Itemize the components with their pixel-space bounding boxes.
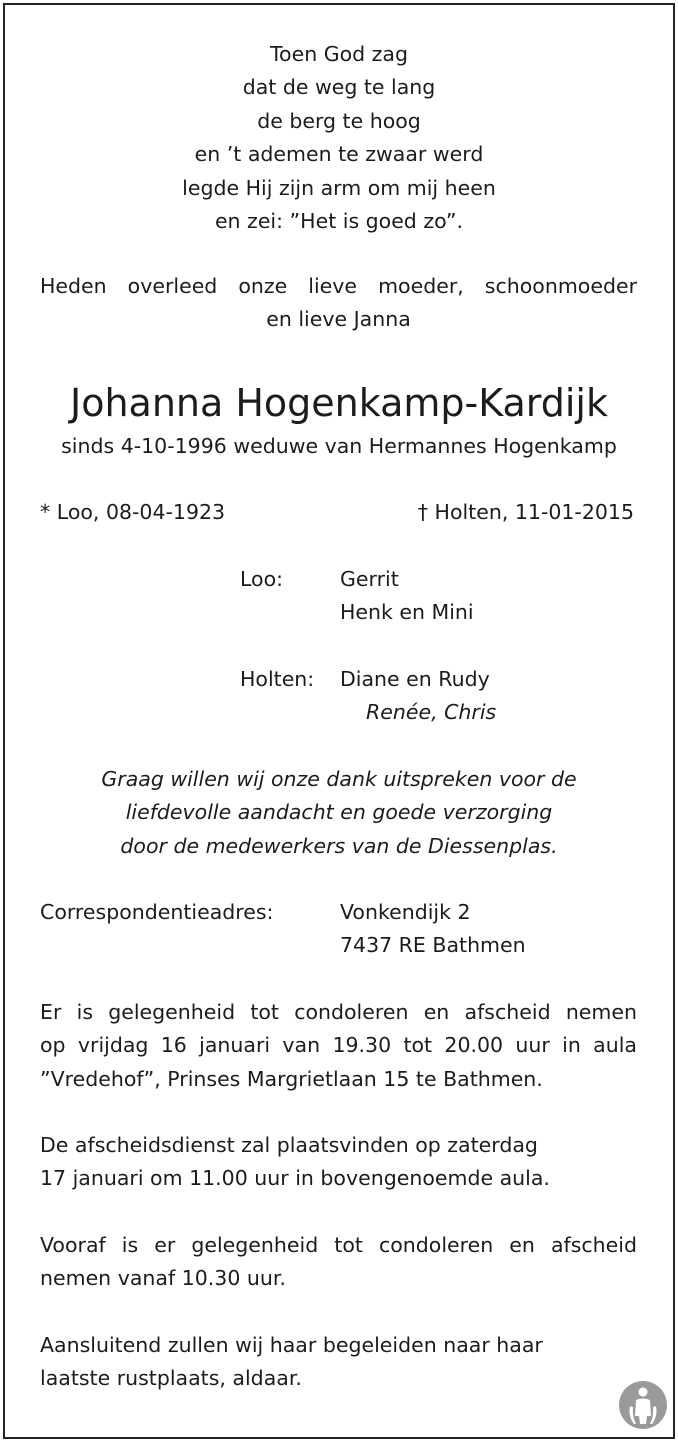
thanks-line: door de medewerkers van de Diessenplas. — [120, 833, 558, 858]
poem — [0, 38, 678, 238]
condolence-info — [40, 996, 637, 1096]
burial-line: Aansluitend zullen wij haar begeleiden naar haar — [40, 1333, 543, 1357]
announcement-line: en lieve Janna — [266, 307, 411, 332]
poem-line: de berg te hoog — [257, 108, 421, 133]
family-name: Diane en Rudy — [340, 667, 490, 691]
poem-line: en zei: ”Het is goed zo”. — [214, 209, 464, 234]
thanks-text — [0, 763, 678, 863]
beforehand-line: Vooraf is er gelegenheid tot condoleren en afscheid — [40, 1233, 637, 1257]
condolence-line: ”Vredehof”, Prinses Margrietlaan 15 te Bathmen. — [40, 1066, 543, 1091]
correspondence-label: Correspondentieadres: — [40, 900, 274, 924]
burial-line: laatste rustplaats, aldaar. — [40, 1366, 302, 1391]
beforehand-line: nemen vanaf 10.30 uur. — [40, 1266, 286, 1291]
thanks-line: Graag willen wij onze dank uitspreken voor de — [101, 767, 577, 791]
poem-line: legde Hij zijn arm om mij heen — [182, 175, 496, 200]
death-date: † Holten, 11-01-2015 — [417, 500, 634, 524]
service-info — [40, 1129, 637, 1196]
service-line: 17 januari om 11.00 uur in bovengenoemde aula. — [40, 1166, 550, 1191]
deceased-name: Johanna Hogenkamp-Kardijk — [70, 381, 608, 425]
thanks-line: liefdevolle aandacht en goede verzorging — [125, 800, 553, 825]
beforehand-info — [40, 1229, 637, 1296]
correspondence-street: Vonkendijk 2 — [340, 900, 471, 924]
birth-date: * Loo, 08-04-1923 — [40, 500, 226, 524]
family-label-loo: Loo: — [240, 567, 284, 591]
poem-line: dat de weg te lang — [242, 75, 436, 100]
grandchildren: Renée, Chris — [366, 700, 497, 724]
widow-line: sinds 4-10-1996 weduwe van Hermannes Hogenkamp — [61, 434, 617, 458]
poem-line: en ’t ademen te zwaar werd — [194, 142, 484, 167]
service-line: De afscheidsdienst zal plaatsvinden op zaterdag — [40, 1133, 538, 1157]
announcement — [40, 270, 637, 337]
family-label-holten: Holten: — [240, 667, 315, 691]
burial-info — [40, 1329, 637, 1396]
announcement-line: Heden overleed onze lieve moeder, schoonmoeder — [40, 274, 637, 298]
memorial-figure-icon — [618, 1380, 668, 1430]
poem-line: Toen God zag — [270, 42, 408, 66]
correspondence-city: 7437 RE Bathmen — [340, 933, 526, 957]
condolence-line: op vrijdag 16 januari van 19.30 tot 20.00 uur in aula — [40, 1033, 637, 1058]
family-name: Henk en Mini — [340, 600, 474, 624]
condolence-line: Er is gelegenheid tot condoleren en afscheid nemen — [40, 1000, 637, 1024]
family-name: Gerrit — [340, 567, 399, 591]
